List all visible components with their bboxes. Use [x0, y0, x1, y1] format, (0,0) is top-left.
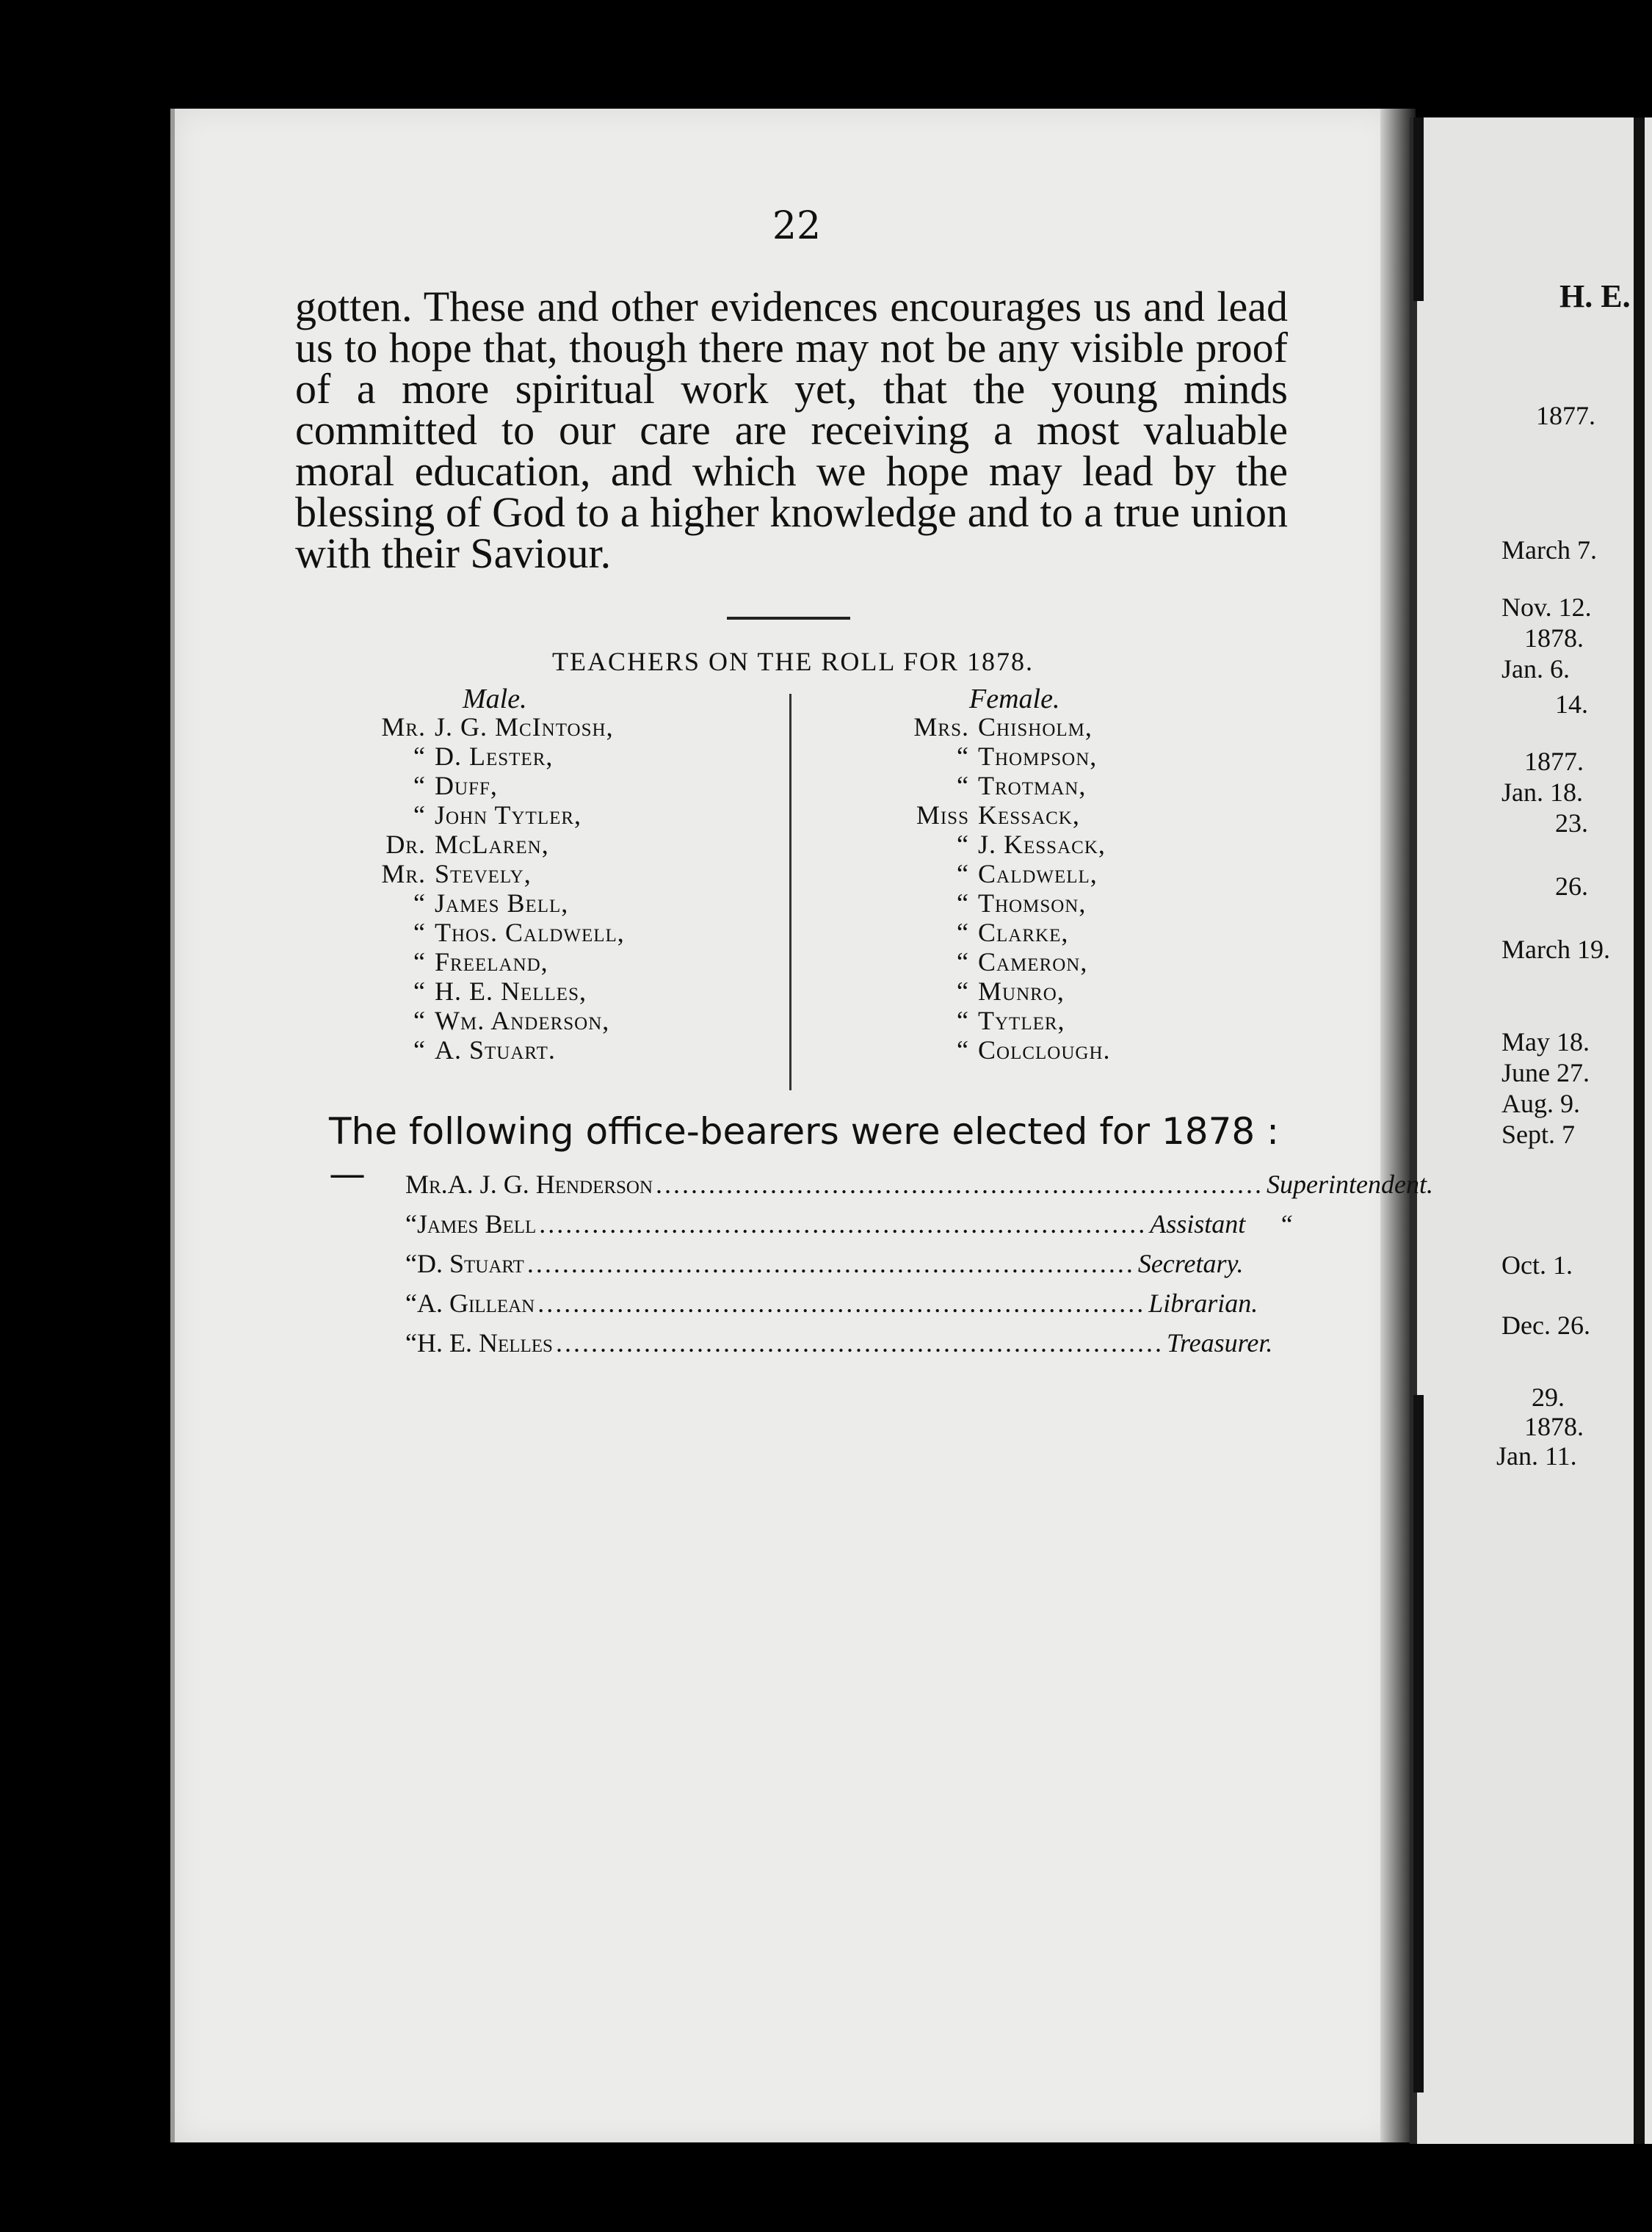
teacher-name: Munro,	[978, 976, 1065, 1006]
teacher-name: Colclough.	[978, 1035, 1111, 1065]
date-entry: Jan. 11.	[1496, 1441, 1577, 1471]
page-number: 22	[772, 204, 822, 248]
officer-role: Superintendent.	[1267, 1170, 1433, 1199]
title-prefix: “	[957, 742, 969, 771]
teacher-name: John Tytler,	[435, 800, 582, 830]
title-prefix: “	[957, 830, 969, 859]
title-prefix: “	[413, 1006, 426, 1035]
title-prefix: Mr.	[381, 859, 426, 888]
date-entry: June 27.	[1501, 1058, 1590, 1087]
teachers-heading: TEACHERS ON THE ROLL FOR 1878.	[551, 647, 1035, 676]
date-entry: 29.	[1532, 1383, 1565, 1412]
list-item	[360, 1006, 771, 1035]
right-page-edge	[1634, 117, 1645, 2144]
dot-leader: .....................................................................	[656, 1170, 1264, 1199]
date-entry: 1878.	[1524, 623, 1584, 653]
list-item	[360, 800, 771, 830]
date-entry: Sept. 7	[1501, 1120, 1576, 1149]
dot-leader: .....................................................................	[539, 1209, 1148, 1239]
title-prefix: “	[957, 1035, 969, 1065]
title-prefix: Miss	[916, 800, 969, 830]
section-rule	[727, 617, 850, 620]
teacher-name: Thos. Caldwell,	[435, 918, 625, 947]
title-prefix: “	[957, 947, 969, 976]
teacher-name: Kessack,	[978, 800, 1080, 830]
list-item	[888, 742, 1197, 771]
teacher-name: Chisholm,	[978, 712, 1093, 742]
list-item	[360, 1035, 771, 1065]
officer-name: D. Stuart	[416, 1249, 524, 1278]
date-entry: 1877.	[1536, 401, 1595, 430]
title-prefix: Mrs.	[913, 712, 969, 742]
teacher-name: Cameron,	[978, 947, 1088, 976]
teacher-name: Tytler,	[978, 1006, 1065, 1035]
teacher-name: Stevely,	[435, 859, 532, 888]
teacher-name: Thompson,	[978, 742, 1098, 771]
female-column-heading: Female.	[969, 684, 1060, 714]
title-prefix: “	[405, 1289, 417, 1318]
list-item	[360, 830, 771, 859]
teacher-name: Thomson,	[978, 888, 1087, 918]
date-entry: 1878.	[1524, 1412, 1584, 1441]
teacher-name: Wm. Anderson,	[435, 1006, 610, 1035]
list-item	[360, 712, 771, 742]
dot-leader: .....................................................................	[526, 1249, 1135, 1278]
date-entry: March 7.	[1501, 535, 1597, 565]
title-prefix: Dr.	[385, 830, 426, 859]
list-item	[888, 976, 1197, 1006]
list-item	[405, 1288, 1258, 1327]
teacher-name: James Bell,	[435, 888, 569, 918]
right-page-binding-shadow-lower	[1413, 1395, 1424, 2092]
list-item	[888, 918, 1197, 947]
list-item	[360, 888, 771, 918]
officer-name: James Bell	[416, 1209, 537, 1239]
officer-role: Assistant “	[1150, 1209, 1294, 1239]
column-divider	[789, 694, 791, 1090]
title-prefix: “	[413, 888, 426, 918]
title-prefix: “	[957, 771, 969, 800]
list-item	[360, 918, 771, 947]
dot-leader: .....................................................................	[537, 1289, 1146, 1318]
officer-name: H. E. Nelles	[416, 1328, 553, 1358]
teacher-name: H. E. Nelles,	[435, 976, 587, 1006]
title-prefix: “	[957, 888, 969, 918]
list-item	[888, 1035, 1197, 1065]
date-entry: Nov. 12.	[1501, 593, 1592, 622]
title-prefix: “	[957, 918, 969, 947]
list-item	[888, 859, 1197, 888]
right-page-binding-shadow	[1413, 117, 1424, 301]
title-prefix: “	[413, 771, 426, 800]
list-item	[405, 1327, 1273, 1367]
body-paragraph: gotten. These and other evidences encourages us and lead us to hope that, though there may not be any visible proof of a more spiritual work yet, that the young minds committed to our care are receiving a most valuable moral education, and which we hope may lead by the blessing of God to a higher knowledge and to a true union with their Saviour.	[295, 283, 1288, 577]
teacher-name: Clarke,	[978, 918, 1069, 947]
list-item	[888, 771, 1197, 800]
title-prefix: “	[405, 1328, 417, 1358]
title-prefix: “	[405, 1249, 417, 1278]
title-prefix: “	[957, 1006, 969, 1035]
date-entry: 1877.	[1524, 747, 1584, 776]
teacher-name: J. Kessack,	[978, 830, 1106, 859]
list-item	[360, 976, 771, 1006]
male-column-heading: Male.	[463, 684, 527, 714]
list-item	[360, 771, 771, 800]
list-item	[360, 947, 771, 976]
title-prefix: “	[957, 859, 969, 888]
date-entry: Dec. 26.	[1501, 1311, 1590, 1340]
date-entry: Aug. 9.	[1501, 1089, 1580, 1118]
list-item	[888, 830, 1197, 859]
male-teacher-list	[360, 712, 771, 1065]
title-prefix: “	[405, 1209, 417, 1239]
title-prefix: “	[413, 800, 426, 830]
teacher-name: Caldwell,	[978, 859, 1098, 888]
date-entry: 26.	[1555, 872, 1588, 901]
date-entry: March 19.	[1501, 935, 1610, 964]
officer-name: A. Gillean	[416, 1289, 535, 1318]
list-item	[405, 1169, 1433, 1209]
date-entry: Jan. 18.	[1501, 778, 1583, 807]
date-entry: May 18.	[1501, 1027, 1590, 1057]
title-prefix: “	[413, 1035, 426, 1065]
title-prefix: “	[413, 918, 426, 947]
officer-role: Librarian.	[1148, 1289, 1258, 1318]
teacher-name: Duff,	[435, 771, 498, 800]
office-bearers-list	[405, 1169, 1433, 1367]
title-prefix: Mr.	[405, 1170, 448, 1199]
date-entry: Oct. 1.	[1501, 1250, 1573, 1280]
date-entry: 23.	[1555, 808, 1588, 838]
office-bearers-heading: The following office-bearers were elected for 1878 :—	[329, 1110, 1279, 1195]
list-item	[888, 888, 1197, 918]
list-item	[888, 800, 1197, 830]
teacher-name: A. Stuart.	[435, 1035, 556, 1065]
title-prefix: “	[413, 976, 426, 1006]
teacher-name: D. Lester,	[435, 742, 554, 771]
date-entry: Jan. 6.	[1501, 654, 1570, 684]
title-prefix: “	[413, 947, 426, 976]
list-item	[888, 947, 1197, 976]
officer-name: A. J. G. Henderson	[447, 1170, 653, 1199]
teacher-name: McLaren,	[435, 830, 549, 859]
title-prefix: Mr.	[381, 712, 426, 742]
list-item	[888, 1006, 1197, 1035]
list-item	[360, 742, 771, 771]
list-item	[360, 859, 771, 888]
title-prefix: “	[413, 742, 426, 771]
dot-leader: .....................................................................	[555, 1328, 1164, 1358]
officer-role: Treasurer.	[1166, 1328, 1273, 1358]
teacher-name: Freeland,	[435, 947, 548, 976]
right-page-heading: H. E.	[1559, 278, 1631, 314]
list-item	[405, 1248, 1244, 1288]
title-prefix: “	[957, 976, 969, 1006]
teacher-name: J. G. McIntosh,	[435, 712, 614, 742]
date-entry: 14.	[1555, 689, 1588, 719]
teacher-name: Trotman,	[978, 771, 1087, 800]
list-item	[405, 1209, 1294, 1248]
officer-role: Secretary.	[1137, 1249, 1244, 1278]
female-teacher-list	[888, 712, 1197, 1065]
list-item	[888, 712, 1197, 742]
